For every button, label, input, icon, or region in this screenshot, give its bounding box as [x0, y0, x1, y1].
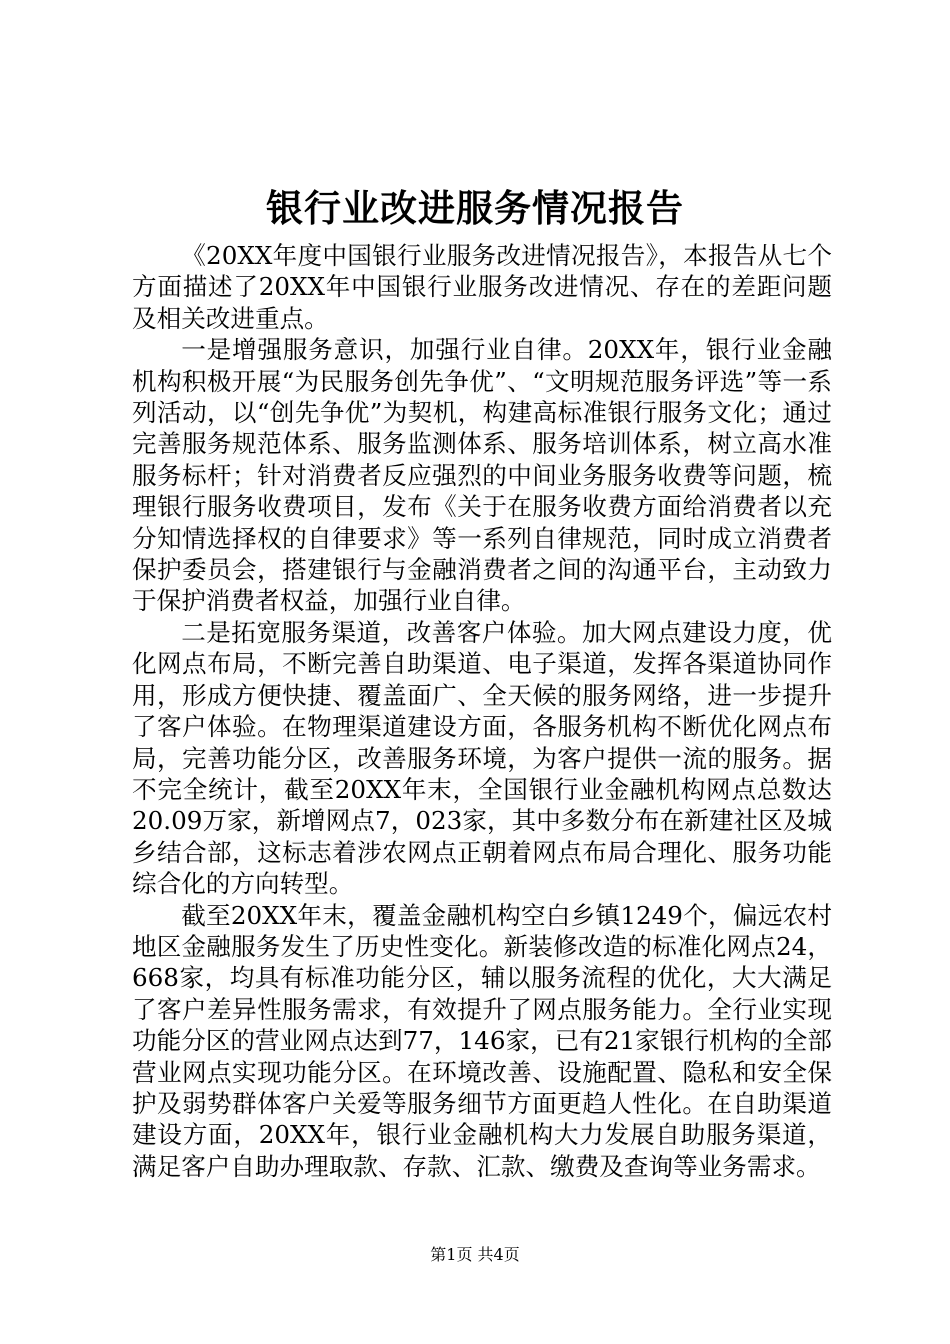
paragraph-intro: 《20XX年度中国银行业服务改进情况报告》，本报告从七个方面描述了20XX年中国银行业服务改进情况、存在的差距问题及相关改进重点。 — [132, 241, 832, 333]
page-number-footer: 第1页 共4页 — [430, 1245, 520, 1264]
paragraph-service-channels: 二是拓宽服务渠道，改善客户体验。加大网点建设力度，优化网点布局，不断完善自助渠道、电子渠道，发挥各渠道协同作用，形成方便快捷、覆盖面广、全天候的服务网络，进一步提升了客户体验。在物理渠道建设方面，各服务机构不断优化网点布局，完善功能分区，改善服务环境，为客户提供一流的服务。据不完全统计，截至20XX年末，全国银行业金融机构网点总数达20.09万家，新增网点7，023家，其中多数分布在新建社区及城乡结合部，这标志着涉农网点正朝着网点布局合理化、服务功能综合化的方向转型。 — [132, 617, 832, 899]
document-title: 银行业改进服务情况报告 — [266, 186, 684, 230]
document-body — [132, 240, 832, 1182]
paragraph-service-awareness: 一是增强服务意识，加强行业自律。20XX年，银行业金融机构积极开展“为民服务创先争优”、“文明规范服务评选”等一系列活动，以“创先争优”为契机，构建高标准银行服务文化；通过完善服务规范体系、服务监测体系、服务培训体系，树立高水准服务标杆；针对消费者反应强烈的中间业务服务收费等问题，梳理银行服务收费项目，发布《关于在服务收费方面给消费者以充分知情选择权的自律要求》等一系列自律规范，同时成立消费者保护委员会，搭建银行与金融消费者之间的沟通平台，主动致力于保护消费者权益，加强行业自律。 — [132, 335, 832, 616]
paragraph-rural-coverage: 截至20XX年末，覆盖金融机构空白乡镇1249个，偏远农村地区金融服务发生了历史性变化。新装修改造的标准化网点24，668家，均具有标准功能分区，辅以服务流程的优化，大大满足了客户差异性服务需求，有效提升了网点服务能力。全行业实现功能分区的营业网点达到77，146家，已有21家银行机构的全部营业网点实现功能分区。在环境改善、设施配置、隐私和安全保护及弱势群体客户关爱等服务细节方面更趋人性化。在自助渠道建设方面，20XX年，银行业金融机构大力发展自助服务渠道，满足客户自助办理取款、存款、汇款、缴费及查询等业务需求。 — [132, 900, 832, 1181]
